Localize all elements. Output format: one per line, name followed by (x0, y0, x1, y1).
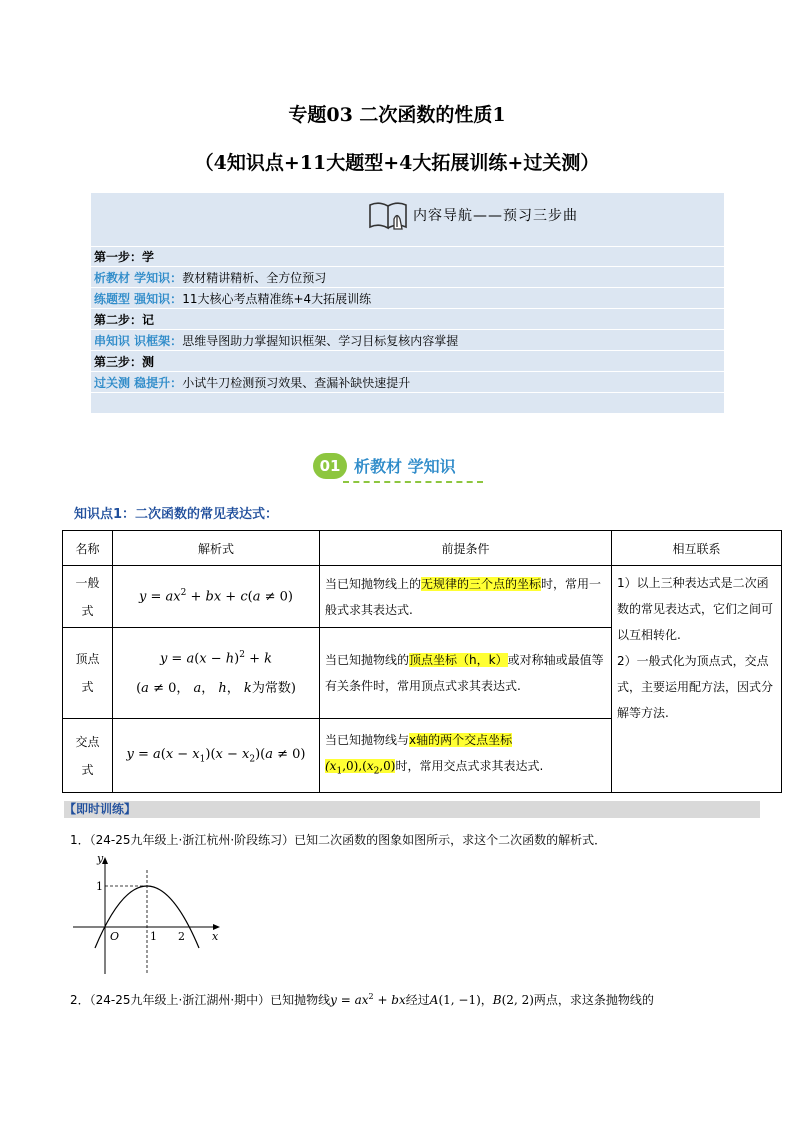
row-name: 交点 式 (63, 719, 113, 793)
intercept-form-formula: $y = a(x - x_1)(x - x_2)(a \ne 0)$ (113, 719, 320, 793)
table-row (63, 566, 782, 628)
row-condition: 当已知抛物线上的无规律的三个点的坐标时，常用一般式求其表达式. (320, 566, 612, 628)
table-header: 前提条件 (320, 531, 612, 566)
nav-header (91, 193, 724, 239)
section-underline (343, 481, 483, 483)
nav-divider (91, 350, 724, 351)
relation-text: 1）以上三种表达式是二次函数的常见表达式，它们之间可以互相转化. (617, 576, 774, 642)
document-subtitle: （4知识点+11大题型+4大拓展训练+过关测） (194, 152, 600, 174)
nav-divider (91, 308, 724, 309)
nav-step-1: 第一步：学 (94, 250, 155, 264)
tick-label: 2 (178, 930, 185, 943)
tick-label: 1 (150, 930, 157, 943)
nav-row-test: 过关测 稳提升：小试牛刀检测预习效果、查漏补缺快速提升 (94, 376, 411, 390)
vertex-form-formula: $y = a(x - h)^2 + k$ (a ≠ 0， a， h， k为常数) (113, 628, 320, 719)
nav-title: 内容导航——预习三步曲 (413, 208, 578, 224)
question-1: 1．（24-25九年级上·浙江杭州·阶段练习）已知二次函数的图象如图所示，求这个二次函数的解析式． (70, 833, 607, 847)
nav-step-3: 第三步：测 (94, 355, 155, 369)
nav-divider (91, 392, 724, 393)
relation-text: 2）一般式化为顶点式，交点式，主要运用配方法，因式分解等方法. (617, 654, 774, 720)
table-header-row (63, 531, 782, 566)
relation-cell (612, 566, 782, 793)
row-condition: 当已知抛物线的顶点坐标（h，k）或对称轴或最值等有关条件时，常用顶点式求其表达式. (320, 628, 612, 719)
nav-divider (91, 246, 724, 247)
general-form-formula: $y = ax^2$ + bx + c(a ≠ 0) (113, 566, 320, 628)
table-header: 解析式 (113, 531, 320, 566)
row-name: 一般 式 (63, 566, 113, 628)
nav-row-framework: 串知识 识框架：思维导图助力掌握知识框架、学习目标复核内容掌握 (94, 334, 459, 348)
table-header: 名称 (63, 531, 113, 566)
nav-step-2: 第二步：记 (94, 313, 155, 327)
nav-row-practice: 练题型 强知识：11大核心考点精准练+4大拓展训练 (94, 292, 372, 306)
nav-row-learn: 析教材 学知识：教材精讲精析、全方位预习 (94, 271, 327, 285)
row-name: 顶点 式 (63, 628, 113, 719)
y-axis-label: y (97, 852, 104, 865)
instant-training-label: 【即时训练】 (64, 801, 760, 818)
tick-label: 1 (96, 880, 103, 893)
origin-label: O (110, 930, 120, 943)
expression-table (62, 530, 782, 793)
parabola-graph (70, 850, 230, 980)
row-condition: 当已知抛物线与x轴的两个交点坐标 $(x_1,0),(x_2,0)$时，常用交点式求其表达式. (320, 719, 612, 793)
table-header: 相互联系 (612, 531, 782, 566)
knowledge-point-heading: 知识点1：二次函数的常见表达式： (74, 507, 279, 522)
nav-divider (91, 329, 724, 330)
book-icon (367, 199, 411, 233)
x-axis-label: x (212, 930, 219, 943)
nav-divider (91, 287, 724, 288)
document-title: 专题03 二次函数的性质1 (288, 104, 506, 126)
nav-divider (91, 266, 724, 267)
content-navigation-box (91, 193, 724, 413)
question-2: 2．（24-25九年级上·浙江湖州·期中）已知抛物线$y = ax^2$ + bx经过A(1, −1)，B(2, 2)两点，求这条抛物线的 (70, 992, 654, 1007)
nav-divider (91, 371, 724, 372)
section-badge: 01 (313, 453, 347, 479)
section-title: 析教材 学知识 (354, 457, 456, 476)
